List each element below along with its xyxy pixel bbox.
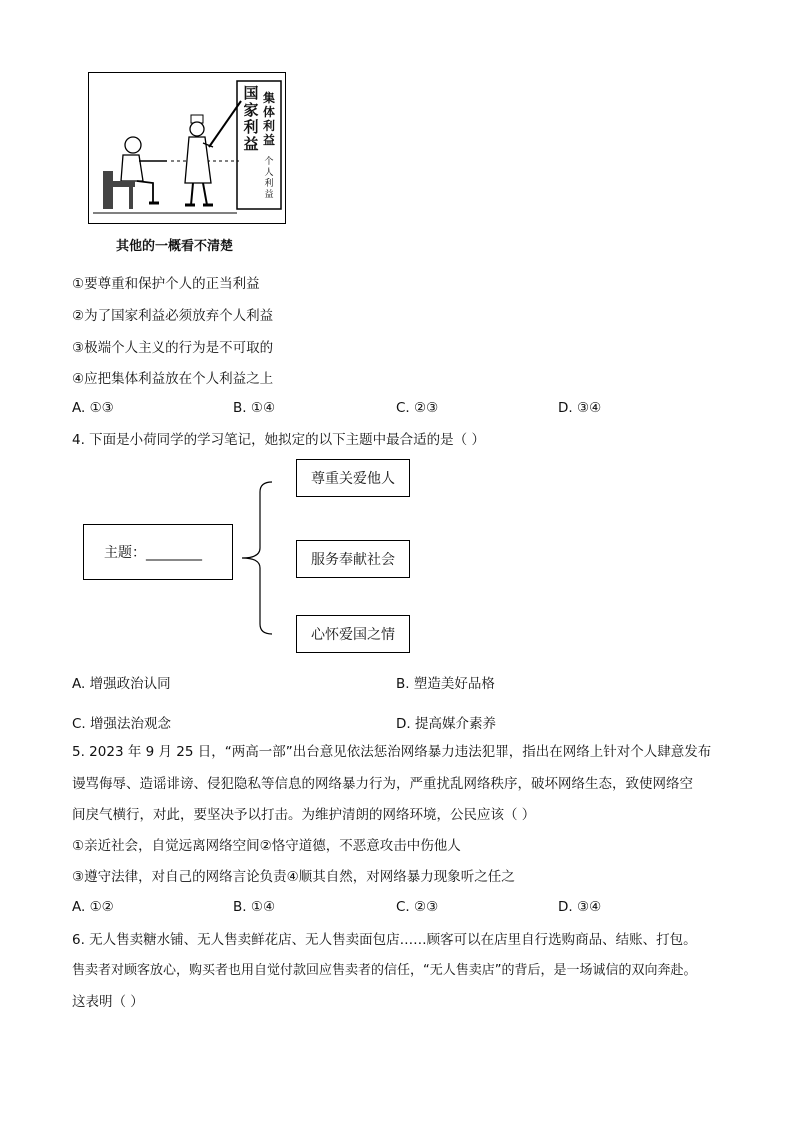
sign-national-interest: 国家利益	[243, 84, 259, 153]
q5-option-b[interactable]: B. ①④	[233, 899, 276, 915]
q4-stem: 4. 下面是小荷同学的学习笔记，她拟定的以下主题中最合适的是（ ）	[72, 432, 485, 448]
q3-option-c[interactable]: C. ②③	[396, 400, 439, 416]
q6-stem-line: 6. 无人售卖糖水铺、无人售卖鲜花店、无人售卖面包店……顾客可以在店里自行选购商品、结账、打包。	[72, 932, 697, 948]
q4-bracket	[236, 478, 300, 638]
q3-option-a[interactable]: A. ①③	[72, 400, 114, 416]
q5-stem-line: 谩骂侮辱、造谣诽谤、侵犯隐私等信息的网络暴力行为，严重扰乱网络秩序，破坏网络生态，致使网络空	[72, 776, 693, 792]
q3-statement: ②为了国家利益必须放弃个人利益	[72, 308, 274, 324]
cartoon-illustration	[88, 72, 286, 224]
q4-branch-3: 心怀爱国之情	[296, 615, 410, 653]
q3-option-d[interactable]: D. ③④	[558, 400, 602, 416]
q3-statement: ①要尊重和保护个人的正当利益	[72, 276, 260, 292]
q5-option-c[interactable]: C. ②③	[396, 899, 439, 915]
sign-collective-interest: 集体利益	[262, 91, 275, 147]
q4-topic-box	[83, 524, 233, 580]
q5-statement: ①亲近社会，自觉远离网络空间②恪守道德，不恶意攻击中伤他人	[72, 838, 461, 854]
q5-option-d[interactable]: D. ③④	[558, 899, 602, 915]
q5-stem-line: 5. 2023 年 9 月 25 日，“两高一部”出台意见依法惩治网络暴力违法犯罪，指出在网络上针对个人肆意发布	[72, 744, 712, 760]
q4-option-a[interactable]: A. 增强政治认同	[72, 676, 171, 692]
q4-option-c[interactable]: C. 增强法治观念	[72, 716, 172, 732]
q3-option-b[interactable]: B. ①④	[233, 400, 276, 416]
q3-statement: ③极端个人主义的行为是不可取的	[72, 340, 274, 356]
q5-stem-line: 间戾气横行，对此，要坚决予以打击。为维护清朗的网络环境，公民应该（ ）	[72, 807, 536, 823]
q4-option-b[interactable]: B. 塑造美好品格	[396, 676, 495, 692]
q4-topic-label: 主题：________	[104, 545, 202, 561]
q5-statement: ③遵守法律，对自己的网络言论负责④顺其自然，对网络暴力现象听之任之	[72, 869, 515, 885]
sign-personal-interest: 个人利益	[264, 157, 274, 200]
q4-branch-1: 尊重关爱他人	[296, 459, 410, 497]
cartoon-caption: 其他的一概看不清楚	[116, 239, 234, 254]
q6-stem-line: 这表明（ ）	[72, 994, 144, 1010]
q6-stem-line: 售卖者对顾客放心，购买者也用自觉付款回应售卖者的信任，“无人售卖店”的背后，是一场诚信的双向奔赴。	[72, 963, 697, 978]
q4-option-d[interactable]: D. 提高媒介素养	[396, 716, 496, 732]
q5-option-a[interactable]: A. ①②	[72, 899, 114, 915]
q4-branch-2: 服务奉献社会	[296, 540, 410, 578]
q3-statement: ④应把集体利益放在个人利益之上	[72, 371, 274, 387]
